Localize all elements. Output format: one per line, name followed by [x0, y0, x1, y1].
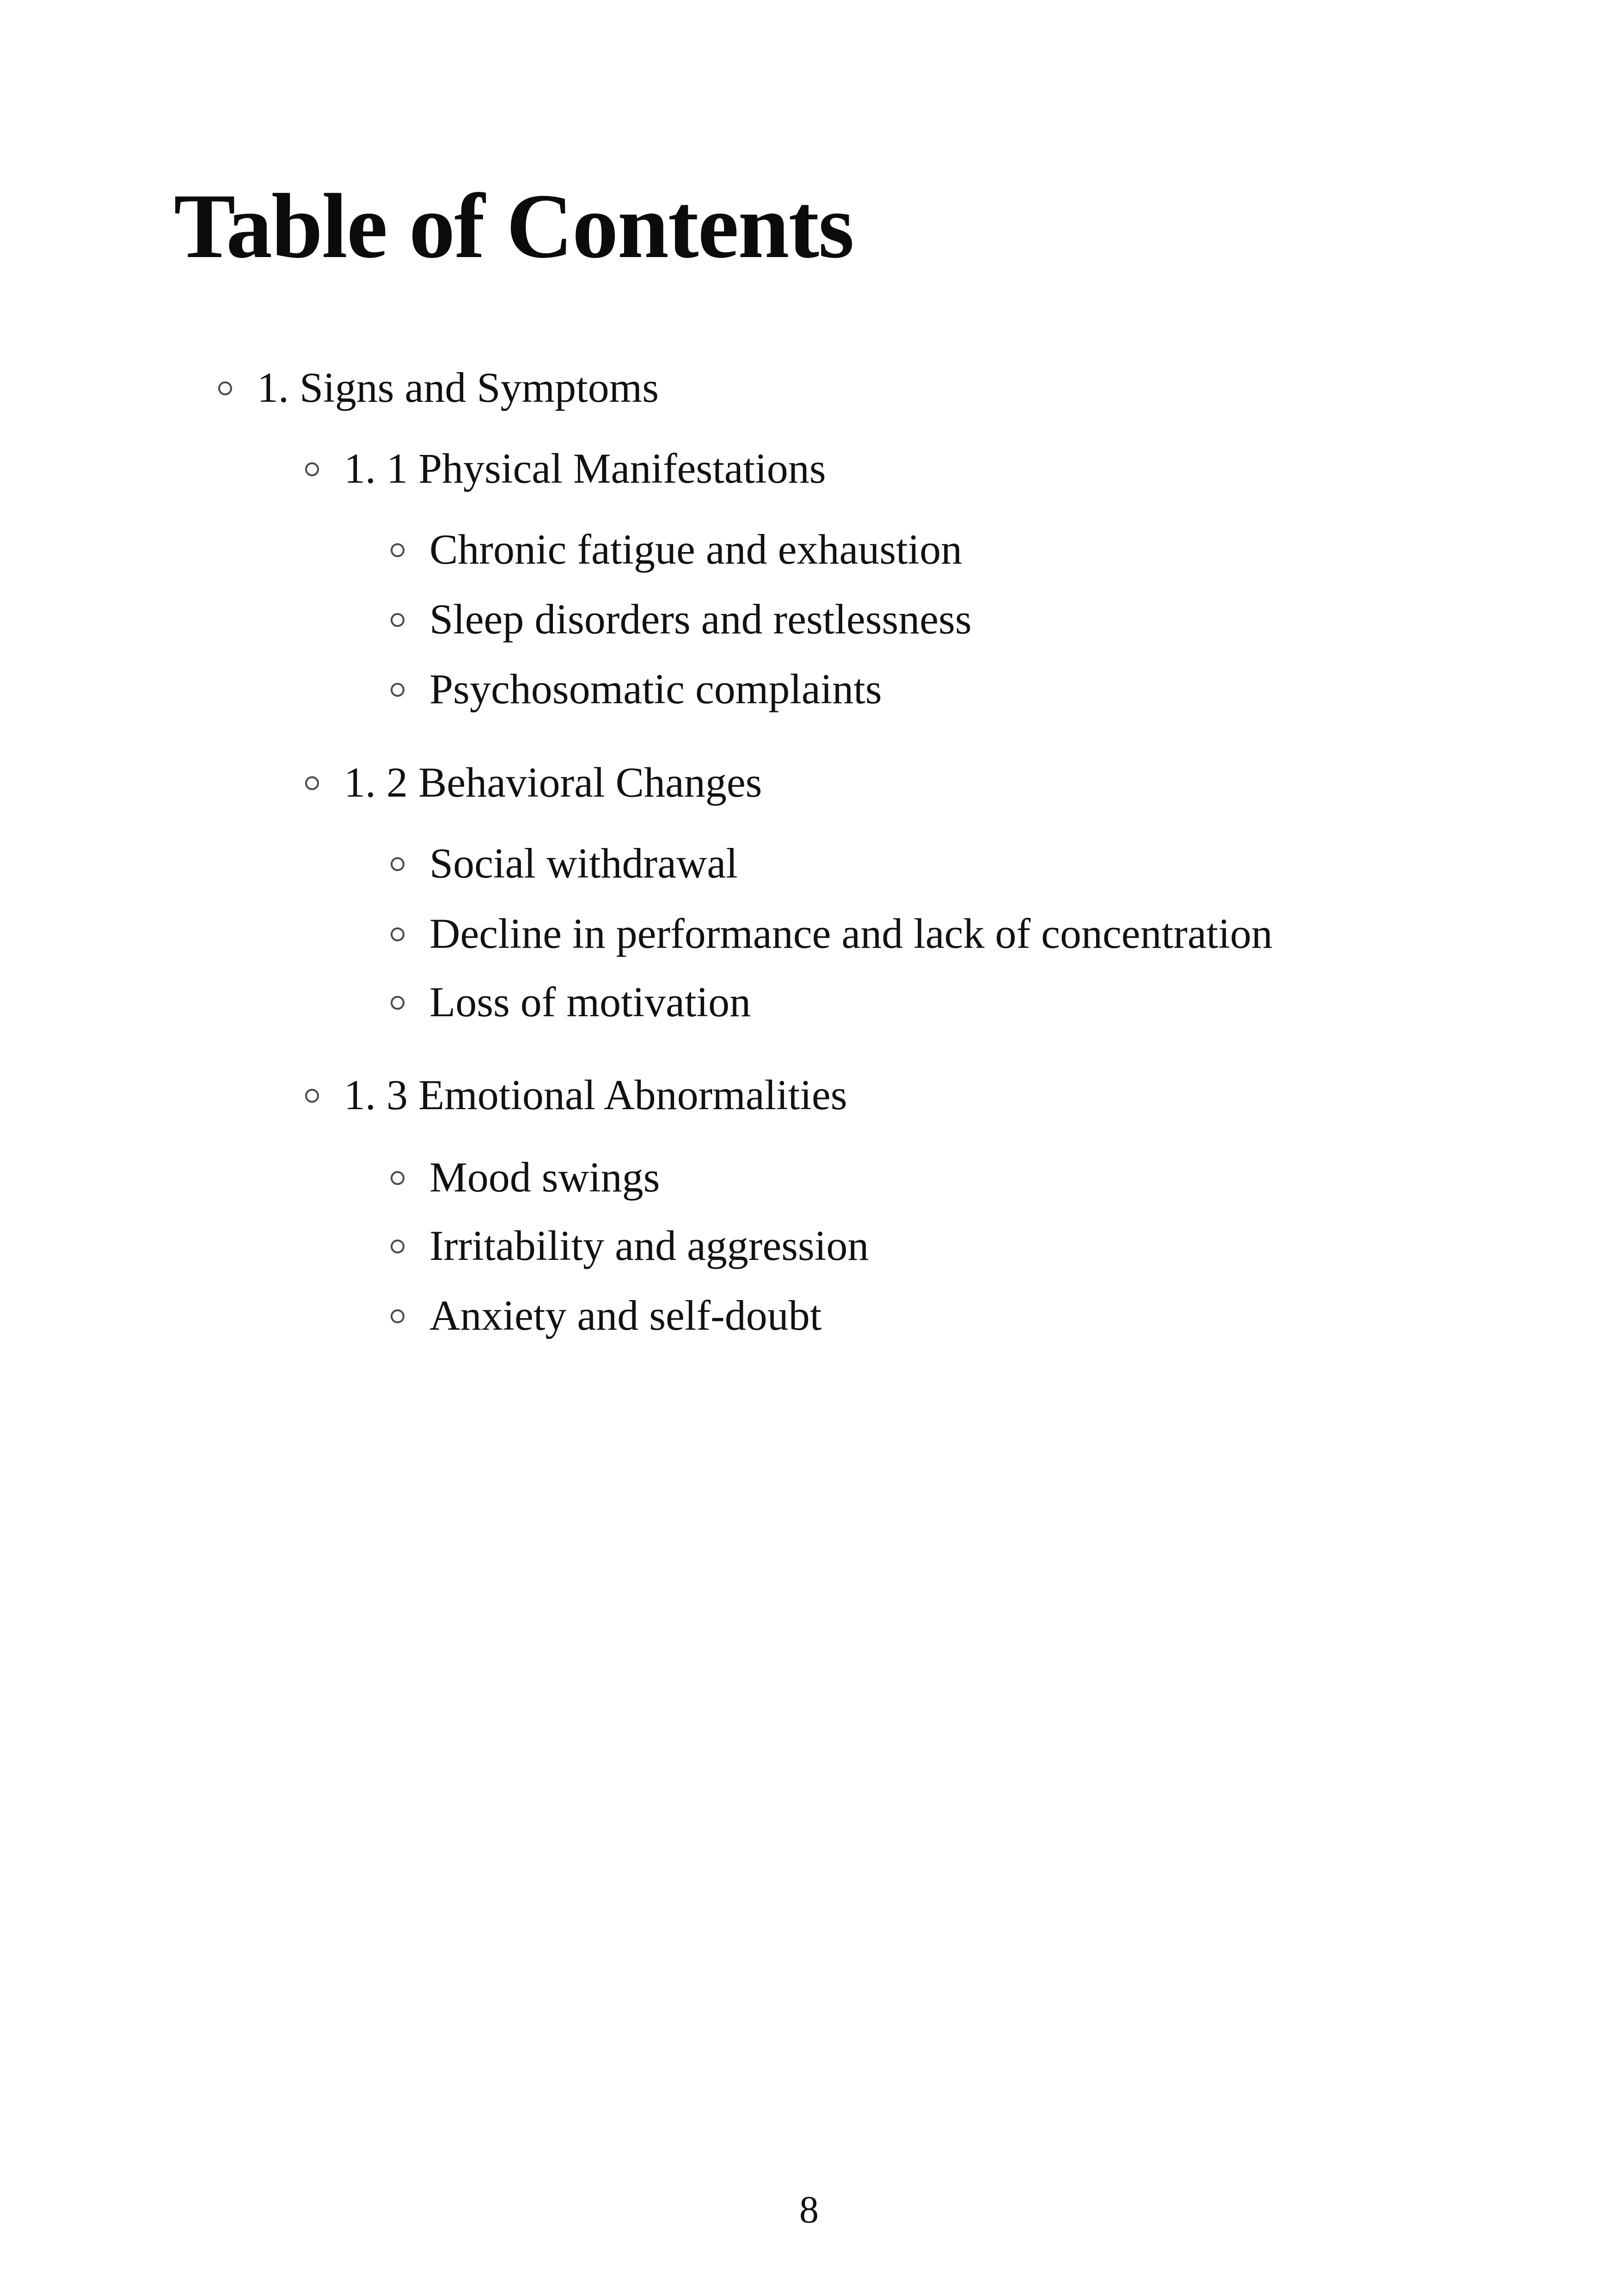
- toc-subsection-label: 1. 3 Emotional Abnormalities: [344, 1071, 847, 1118]
- toc-item-irritability[interactable]: [391, 1213, 869, 1278]
- hollow-circle-bullet-icon: [391, 613, 404, 627]
- toc-item-label: Social withdrawal: [429, 840, 738, 887]
- toc-item-label: Loss of motivation: [429, 978, 751, 1025]
- hollow-circle-bullet-icon: [391, 927, 404, 941]
- hollow-circle-bullet-icon: [391, 1309, 404, 1323]
- toc-item-social-withdrawal[interactable]: [391, 831, 738, 896]
- hollow-circle-bullet-icon: [305, 462, 319, 476]
- toc-item-psychosomatic-complaints[interactable]: [391, 657, 882, 721]
- toc-section-label: 1. Signs and Symptoms: [257, 364, 659, 411]
- toc-item-label: Sleep disorders and restlessness: [429, 595, 972, 643]
- hollow-circle-bullet-icon: [391, 857, 404, 871]
- hollow-circle-bullet-icon: [218, 381, 232, 395]
- toc-item-label: Decline in performance and lack of concentration: [429, 910, 1273, 957]
- toc-item-chronic-fatigue[interactable]: [391, 517, 962, 582]
- hollow-circle-bullet-icon: [391, 1171, 404, 1185]
- page-number: 8: [799, 2188, 819, 2231]
- toc-item-label: Psychosomatic complaints: [429, 665, 882, 712]
- toc-subsection-label: 1. 1 Physical Manifestations: [344, 445, 826, 492]
- toc-section-signs-and-symptoms[interactable]: [218, 355, 659, 420]
- hollow-circle-bullet-icon: [305, 776, 319, 790]
- toc-item-label: Anxiety and self-doubt: [429, 1292, 822, 1339]
- hollow-circle-bullet-icon: [391, 996, 404, 1010]
- page-title: Table of Contents: [174, 175, 853, 277]
- toc-item-sleep-disorders[interactable]: [391, 587, 972, 651]
- hollow-circle-bullet-icon: [391, 1240, 404, 1253]
- toc-item-label: Mood swings: [429, 1154, 660, 1201]
- toc-item-decline-in-performance[interactable]: [391, 901, 1273, 966]
- toc-item-anxiety[interactable]: [391, 1283, 821, 1348]
- hollow-circle-bullet-icon: [391, 543, 404, 557]
- hollow-circle-bullet-icon: [391, 683, 404, 697]
- toc-item-mood-swings[interactable]: [391, 1145, 660, 1209]
- toc-subsection-behavioral-changes[interactable]: [305, 750, 762, 815]
- hollow-circle-bullet-icon: [305, 1089, 319, 1103]
- toc-item-label: Irritability and aggression: [429, 1222, 869, 1269]
- toc-subsection-emotional-abnormalities[interactable]: [305, 1062, 847, 1127]
- toc-item-label: Chronic fatigue and exhaustion: [429, 526, 962, 573]
- toc-subsection-label: 1. 2 Behavioral Changes: [344, 759, 762, 806]
- toc-subsection-physical-manifestations[interactable]: [305, 436, 826, 501]
- toc-item-loss-of-motivation[interactable]: [391, 970, 751, 1034]
